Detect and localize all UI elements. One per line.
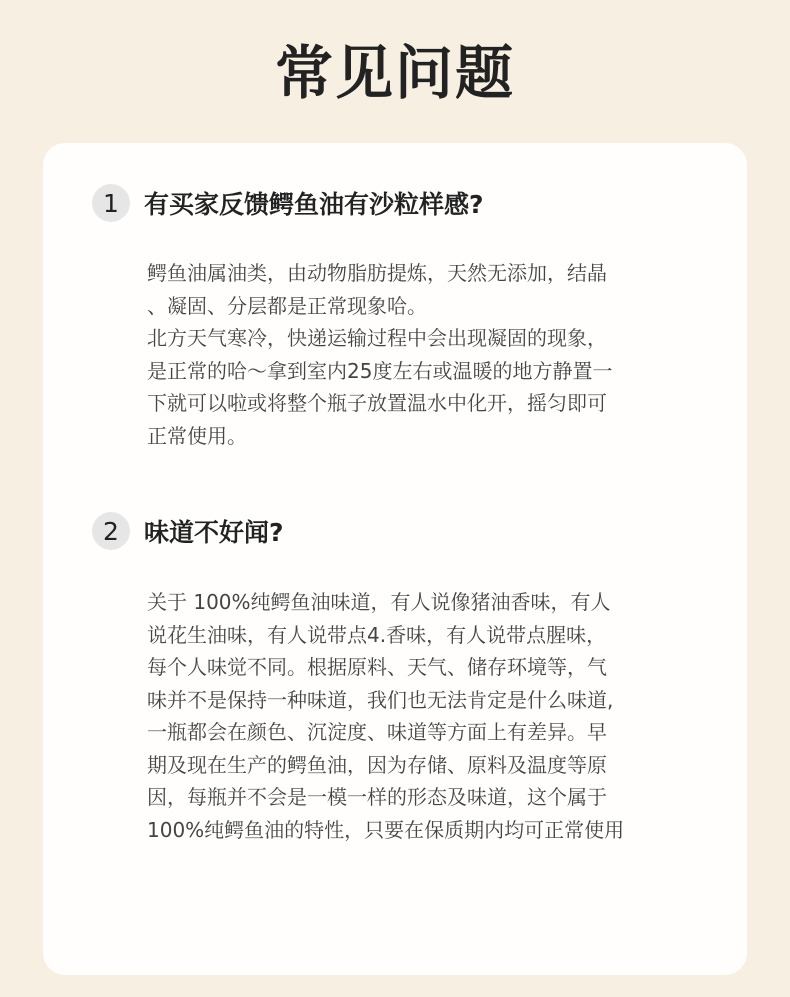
answer-line: 北方天气寒冷，快递运输过程中会出现凝固的现象，: [147, 326, 607, 350]
answer-line: 、凝固、分层都是正常现象哈。: [147, 293, 427, 318]
faq-question-2: [92, 512, 284, 550]
question-text: 有买家反馈鳄鱼油有沙粒样感?: [144, 190, 484, 219]
faq-answer-2: [147, 586, 707, 846]
answer-line: 下就可以啦或将整个瓶子放置温水中化开，摇匀即可: [147, 391, 607, 415]
answer-line: 正常使用。: [147, 423, 247, 448]
question-number-badge: 1: [92, 184, 130, 222]
answer-line: 说花生油味，有人说带点4.香味，有人说带点腥味，: [147, 622, 607, 647]
answer-line: 关于 100%纯鳄鱼油味道，有人说像猪油香味，有人: [147, 590, 611, 614]
answer-line: 鳄鱼油属油类，由动物脂肪提炼，天然无添加，结晶: [147, 261, 607, 285]
answer-line: 期及现在生产的鳄鱼油，因为存储、原料及温度等原: [147, 752, 607, 777]
answer-line: 每个人味觉不同。根据原料、天气、储存环境等，气: [147, 655, 607, 679]
answer-line: 是正常的哈～拿到室内25度左右或温暖的地方静置一: [147, 358, 613, 383]
answer-line: 味并不是保持一种味道，我们也无法肯定是什么味道,: [147, 687, 614, 712]
faq-answer-1: [147, 257, 707, 452]
answer-line: 100%纯鳄鱼油的特性，只要在保质期内均可正常使用: [147, 817, 625, 842]
answer-line: 因，每瓶并不会是一模一样的形态及味道，这个属于: [147, 785, 607, 809]
faq-card: [43, 143, 747, 975]
faq-question-1: [92, 184, 484, 222]
page-title: 常见问题: [274, 39, 515, 107]
answer-line: 一瓶都会在颜色、沉淀度、味道等方面上有差异。早: [147, 720, 607, 744]
question-text: 味道不好闻?: [144, 518, 284, 547]
question-number-badge: 2: [92, 512, 130, 550]
